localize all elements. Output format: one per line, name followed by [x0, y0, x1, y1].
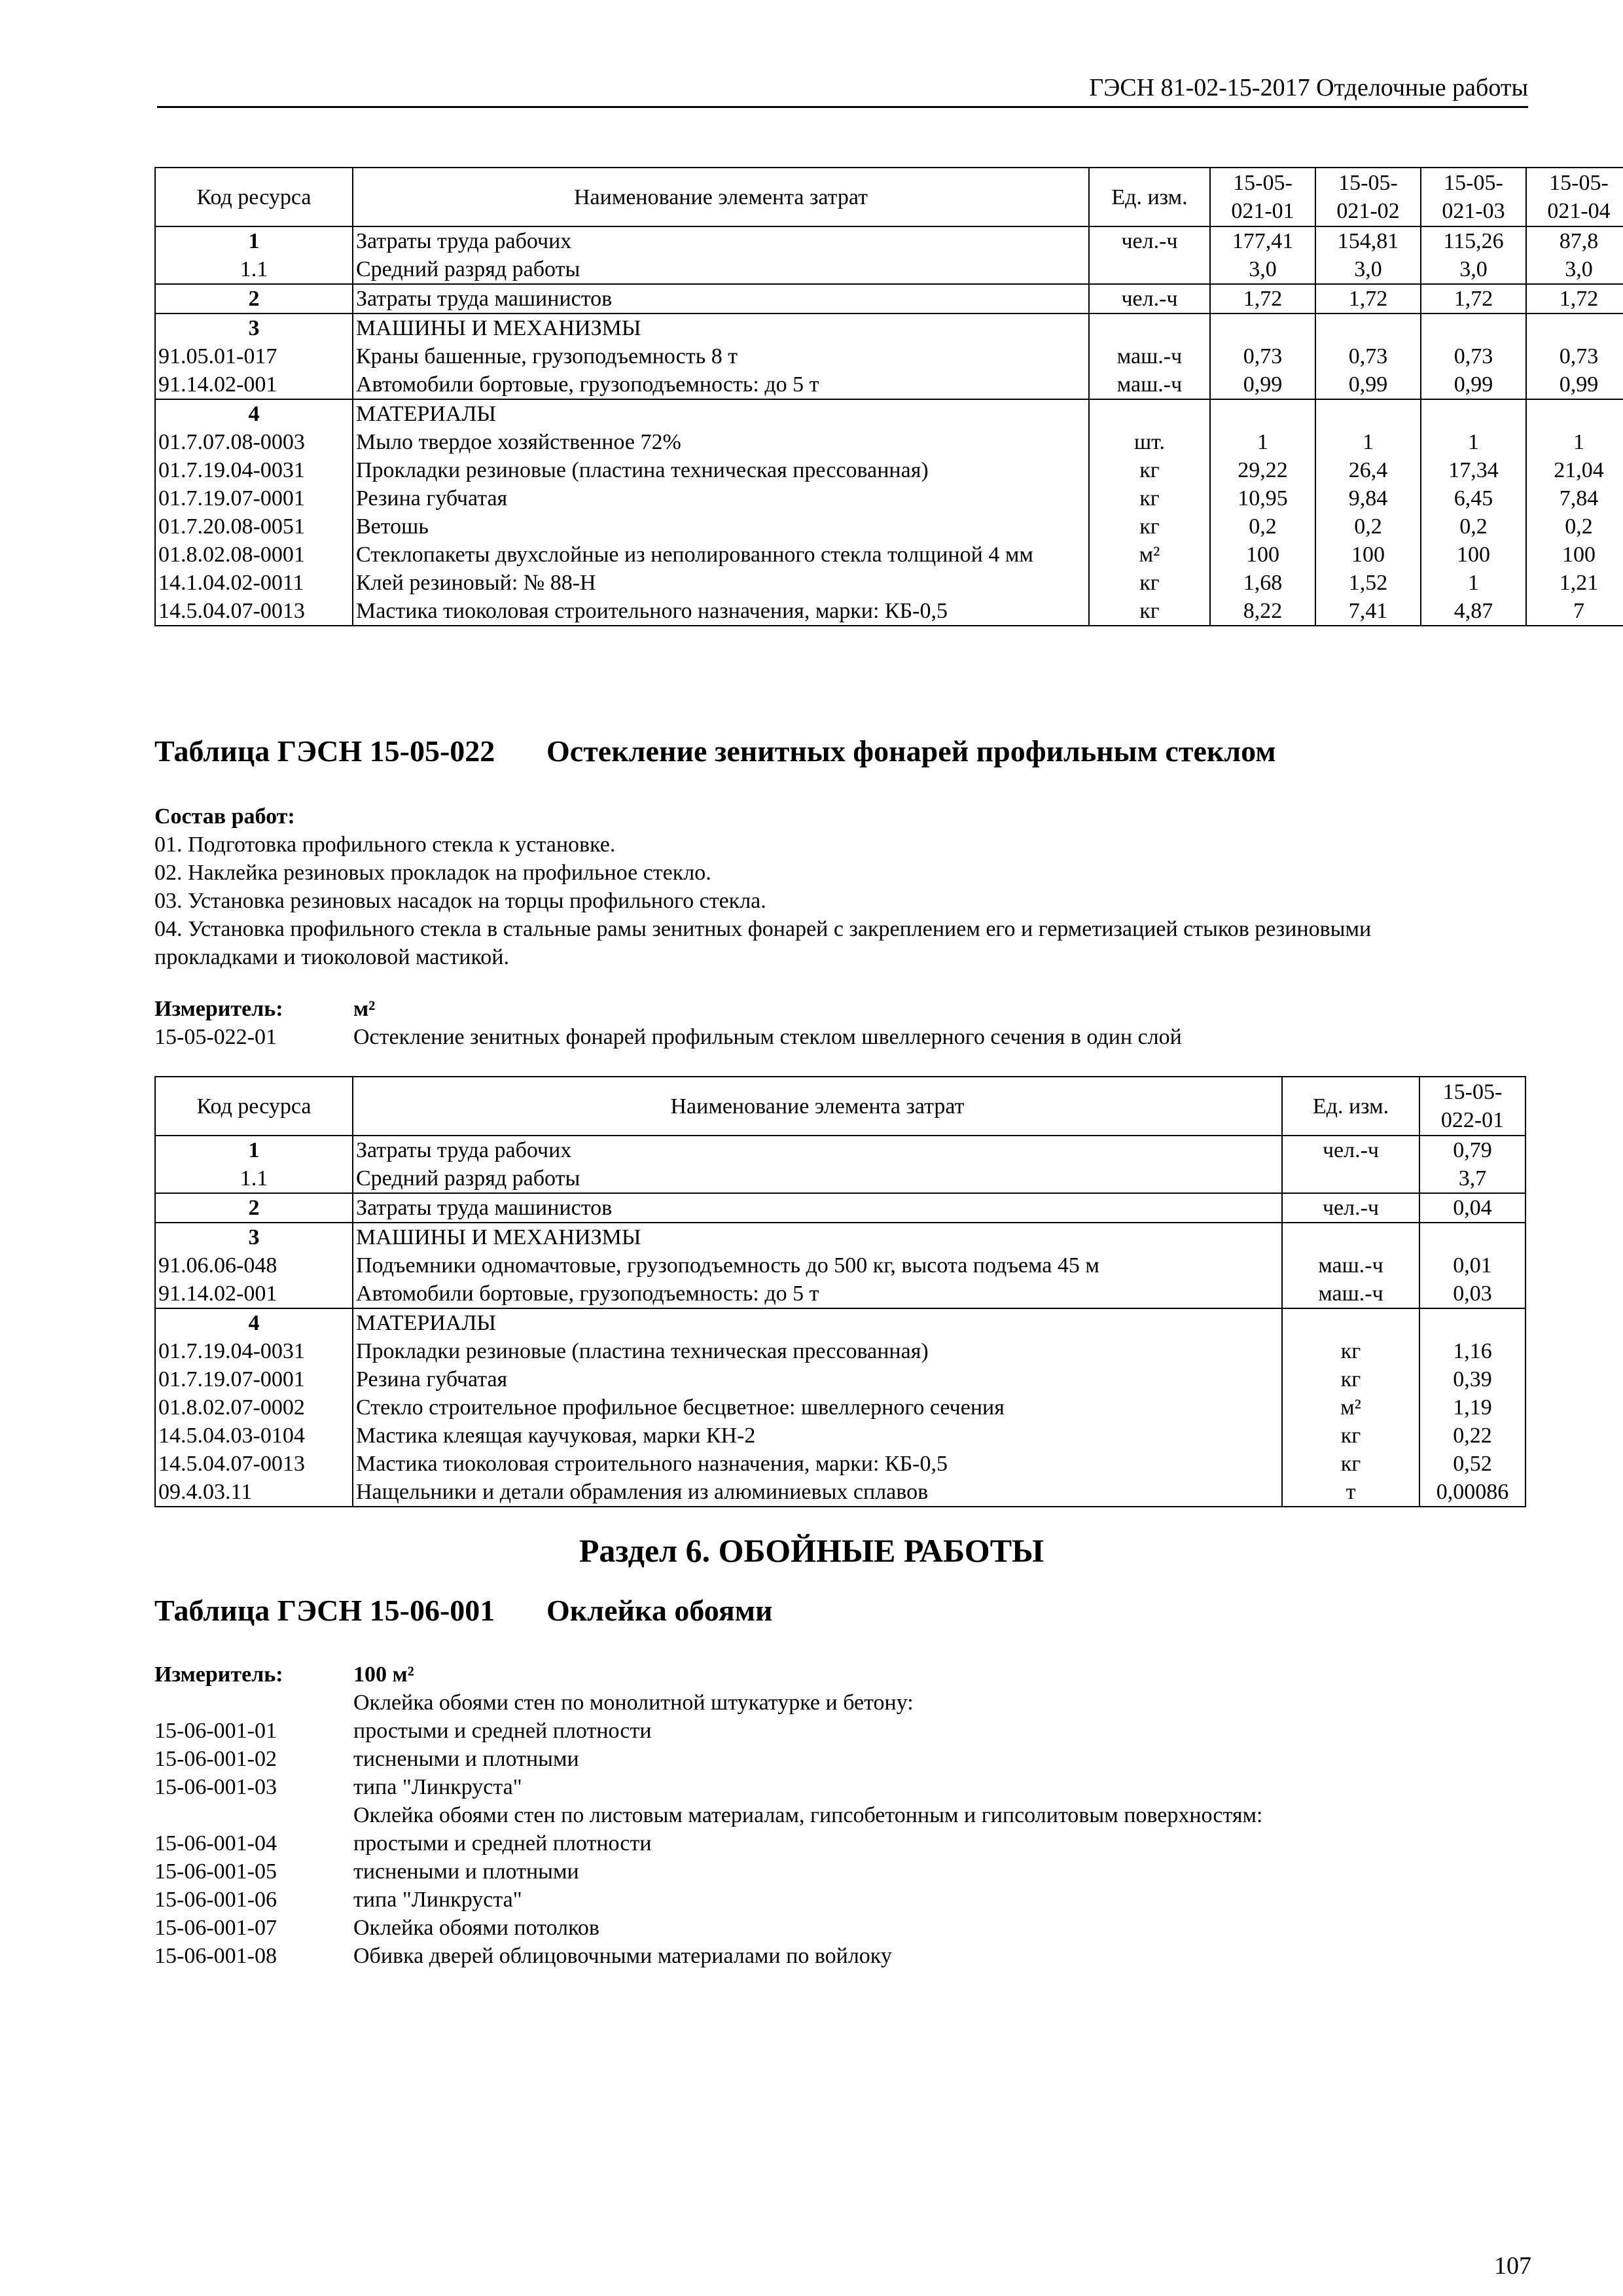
measure-label: Измеритель: — [154, 1662, 283, 1687]
table-row: 14.1.04.02-0011 Клей резиновый: № 88-Н кг 1,68 1,52 1 1,21 — [155, 569, 1623, 597]
table-row: 1 Затраты труда рабочих чел.-ч 177,41 154,81 115,26 87,8 — [155, 226, 1623, 255]
table-group-row: 4 МАТЕРИАЛЫ — [155, 1308, 1525, 1337]
running-header: ГЭСН 81-02-15-2017 Отделочные работы — [157, 73, 1528, 108]
col-header-021-03: 15-05- 021-03 — [1421, 168, 1526, 226]
col-header-021-04: 15-05- 021-04 — [1526, 168, 1623, 226]
list-item: 15-06-001-08 Обивка дверей облицовочными материалами по войлоку — [154, 1944, 892, 1968]
table-row: 09.4.03.11 Нащельники и детали обрамления из алюминиевых сплавов т 0,00086 — [155, 1478, 1525, 1507]
work-composition — [154, 802, 1529, 971]
norm-list — [154, 1689, 1529, 1970]
list-item: 15-06-001-06 типа "Линкруста" — [154, 1888, 522, 1912]
col-header-022-01: 15-05- 022-01 — [1419, 1077, 1525, 1136]
measure-unit: м² — [353, 997, 376, 1021]
col-header-unit: Ед. изм. — [1089, 168, 1210, 226]
table-group-row: 3 МАШИНЫ И МЕХАНИЗМЫ — [155, 314, 1623, 342]
list-item: Оклейка обоями стен по листовым материалам, гипсобетонным и гипсолитовым поверхностям: — [353, 1803, 1263, 1827]
table-label: Таблица ГЭСН 15-06-001 — [154, 1594, 495, 1627]
table-row: 01.7.19.04-0031 Прокладки резиновые (пластина техническая прессованная) кг 1,16 — [155, 1337, 1525, 1365]
work-item: 03. Установка резиновых насадок на торцы профильного стекла. — [154, 889, 766, 913]
col-header-021-02: 15-05- 021-02 — [1315, 168, 1421, 226]
table-row: 01.7.19.07-0001 Резина губчатая кг 10,95 9,84 6,45 7,84 — [155, 484, 1623, 512]
list-item: 15-06-001-01 простыми и средней плотности — [154, 1719, 652, 1743]
table-row: 91.06.06-048 Подъемники одномачтовые, грузоподъемность до 500 кг, высота подъема 45 м маш.-ч 0,01 — [155, 1251, 1525, 1280]
table-label: Таблица ГЭСН 15-05-022 — [154, 734, 495, 768]
table-row: 91.14.02-001 Автомобили бортовые, грузоподъемность: до 5 т маш.-ч 0,03 — [155, 1280, 1525, 1308]
table-row: 01.7.07.08-0003 Мыло твердое хозяйственное 72% шт. 1 1 1 1 — [155, 428, 1623, 456]
item-code: 15-05-022-01 — [154, 1025, 277, 1049]
work-item: прокладками и тиоколовой мастикой. — [154, 945, 509, 969]
table-row: 14.5.04.03-0104 Мастика клеящая каучуковая, марки КН-2 кг 0,22 — [155, 1422, 1525, 1450]
work-heading: Состав работ: — [154, 804, 295, 829]
item-text: Остекление зенитных фонарей профильным стеклом швеллерного сечения в один слой — [353, 1025, 1182, 1049]
table-group-row: 3 МАШИНЫ И МЕХАНИЗМЫ — [155, 1223, 1525, 1251]
table-row: 01.7.19.04-0031 Прокладки резиновые (пластина техническая прессованная) кг 29,22 26,4 17,34 21,04 — [155, 456, 1623, 484]
table-row: 01.7.20.08-0051 Ветошь кг 0,2 0,2 0,2 0,2 — [155, 512, 1623, 541]
list-item: 15-06-001-02 тиснеными и плотными — [154, 1747, 579, 1771]
col-header-name: Наименование элемента затрат — [353, 168, 1089, 226]
measure-unit: 100 м² — [353, 1662, 414, 1687]
col-header-code: Код ресурса — [155, 168, 353, 226]
col-header-code: Код ресурса — [155, 1077, 353, 1136]
table-row: 1.1 Средний разряд работы 3,0 3,0 3,0 3,0 — [155, 255, 1623, 284]
list-item: 15-06-001-03 типа "Линкруста" — [154, 1775, 522, 1799]
list-item: 15-06-001-05 тиснеными и плотными — [154, 1859, 579, 1884]
section-title: Раздел 6. ОБОЙНЫЕ РАБОТЫ — [579, 1532, 1044, 1569]
table-row: 91.14.02-001 Автомобили бортовые, грузоподъемность: до 5 т маш.-ч 0,99 0,99 0,99 0,99 — [155, 370, 1623, 399]
work-item: 02. Наклейка резиновых прокладок на профильное стекло. — [154, 861, 711, 885]
table-title: Остекление зенитных фонарей профильным стеклом — [546, 734, 1276, 768]
table-row: 14.5.04.07-0013 Мастика тиоколовая строительного назначения, марки: КБ-0,5 кг 8,22 7,41 4,87 7 — [155, 597, 1623, 626]
cost-table-15-05-022 — [154, 1076, 1526, 1507]
table-group-row: 4 МАТЕРИАЛЫ — [155, 399, 1623, 428]
table-row: 01.7.19.07-0001 Резина губчатая кг 0,39 — [155, 1365, 1525, 1393]
cost-table-15-05-021 — [154, 167, 1623, 626]
list-item: 15-06-001-04 простыми и средней плотности — [154, 1831, 652, 1856]
page-number: 107 — [1494, 2252, 1531, 2280]
table-header-row — [155, 168, 1623, 226]
table-row: 2 Затраты труда машинистов чел.-ч 1,72 1,72 1,72 1,72 — [155, 284, 1623, 314]
work-item: 04. Установка профильного стекла в стальные рамы зенитных фонарей с закреплением его и герметизацией стыков резиновыми — [154, 917, 1372, 941]
table-row: 14.5.04.07-0013 Мастика тиоколовая строительного назначения, марки: КБ-0,5 кг 0,52 — [155, 1450, 1525, 1478]
table-row: 1.1 Средний разряд работы 3,7 — [155, 1164, 1525, 1193]
work-item: 01. Подготовка профильного стекла к установке. — [154, 833, 616, 857]
table-header-row — [155, 1077, 1525, 1136]
measure-label: Измеритель: — [154, 997, 283, 1021]
table-row: 91.05.01-017 Краны башенные, грузоподъемность 8 т маш.-ч 0,73 0,73 0,73 0,73 — [155, 342, 1623, 370]
list-item: 15-06-001-07 Оклейка обоями потолков — [154, 1916, 599, 1940]
col-header-name: Наименование элемента затрат — [353, 1077, 1282, 1136]
table-row: 01.8.02.08-0001 Стеклопакеты двухслойные из неполированного стекла толщиной 4 мм м² 100 100 100 100 — [155, 541, 1623, 569]
table-row: 01.8.02.07-0002 Стекло строительное профильное бесцветное: швеллерного сечения м² 1,19 — [155, 1393, 1525, 1422]
col-header-unit: Ед. изм. — [1282, 1077, 1419, 1136]
col-header-021-01: 15-05- 021-01 — [1210, 168, 1315, 226]
table-row: 1 Затраты труда рабочих чел.-ч 0,79 — [155, 1136, 1525, 1164]
list-item: Оклейка обоями стен по монолитной штукатурке и бетону: — [353, 1691, 914, 1715]
table-title: Оклейка обоями — [546, 1594, 773, 1627]
table-row: 2 Затраты труда машинистов чел.-ч 0,04 — [155, 1193, 1525, 1223]
